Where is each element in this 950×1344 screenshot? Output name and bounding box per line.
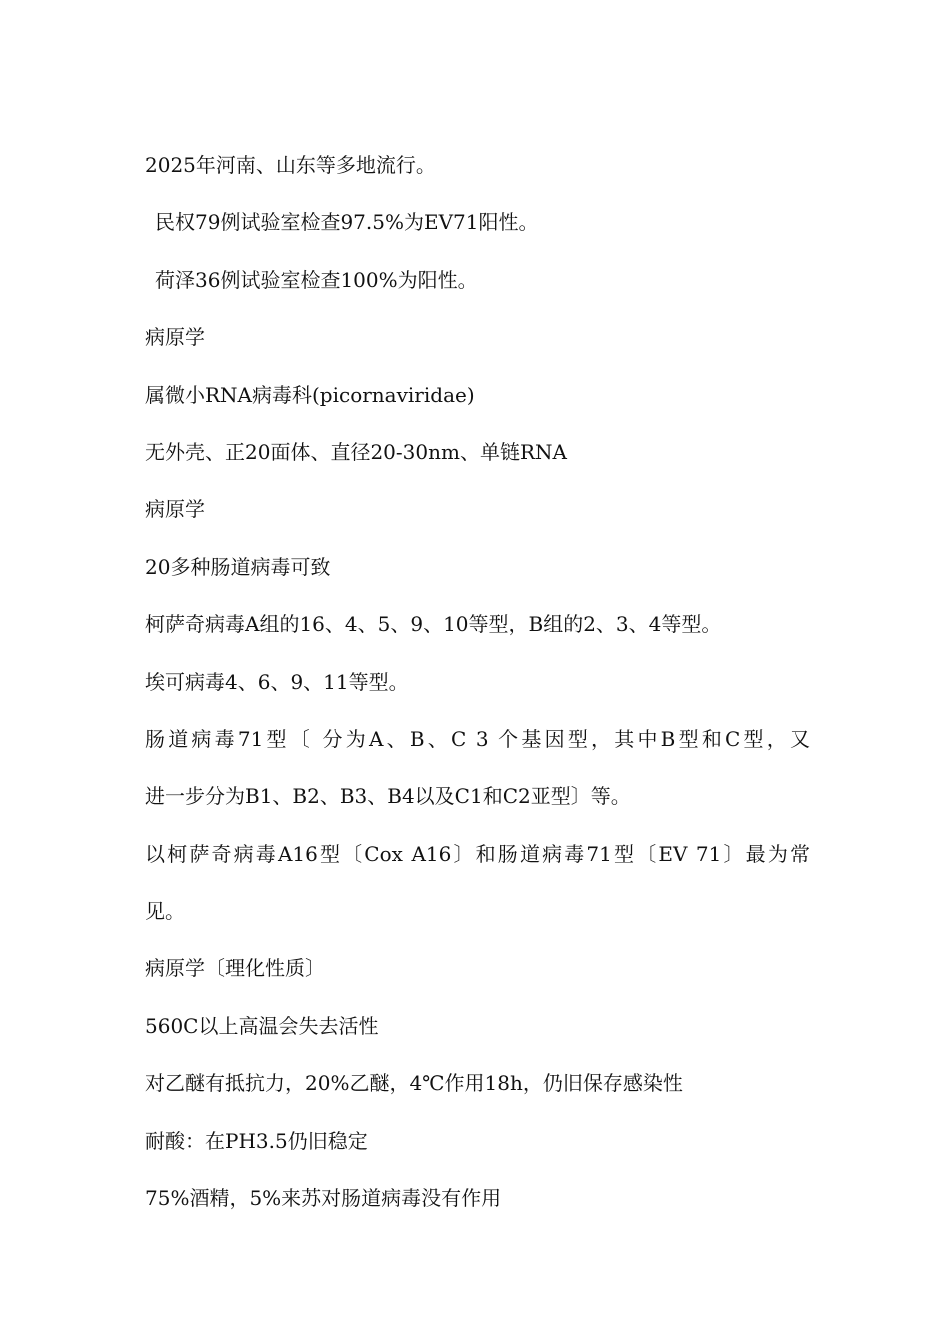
text-line-epidemic: 2025年河南、山东等多地流行。: [145, 153, 436, 177]
section-heading-pathogen-2: 病原学: [145, 497, 205, 522]
text-line-enterovirus-count: 20多种肠道病毒可致: [145, 554, 331, 579]
text-line-structure: 无外壳、正20面体、直径20-30nm、单链RNA: [145, 439, 567, 464]
text-line-echo: 埃可病毒4、6、9、11等型。: [145, 669, 409, 694]
document-body: [145, 137, 810, 1227]
text-line-common-a: 以柯萨奇病毒A16型〔Cox A16〕和肠道病毒71型〔EV 71〕最为常: [145, 841, 810, 866]
text-line-ether: 对乙醚有抵抗力，20%乙醚，4℃作用18h，仍旧保存感染性: [145, 1071, 683, 1096]
text-line-acid: 耐酸：在PH3.5仍旧稳定: [145, 1128, 368, 1153]
text-line-common-b: 见。: [145, 899, 185, 924]
text-line-heat: 560C以上高温会失去活性: [145, 1013, 379, 1038]
text-line-ev71-a: 肠道病毒71型〔 分为A、B、C 3 个基因型，其中B型和C型，又: [145, 726, 810, 751]
text-line-minquan: 民权79例试验室检查97.5%为EV71阳性。: [155, 210, 539, 235]
text-line-ev71-b: 进一步分为B1、B2、B3、B4以及C1和C2亚型〕等。: [145, 784, 631, 809]
section-heading-pathogen: 病原学: [145, 325, 205, 350]
text-line-coxsackie: 柯萨奇病毒A组的16、4、5、9、10等型，B组的2、3、4等型。: [145, 612, 722, 637]
text-line-heze: 荷泽36例试验室检查100%为阳性。: [155, 267, 478, 292]
text-line-family: 属微小RNA病毒科(picornaviridae): [145, 382, 475, 407]
section-heading-physicochemical: 病原学〔理化性质〕: [145, 956, 325, 981]
text-line-alcohol: 75%酒精，5%来苏对肠道病毒没有作用: [145, 1186, 502, 1211]
